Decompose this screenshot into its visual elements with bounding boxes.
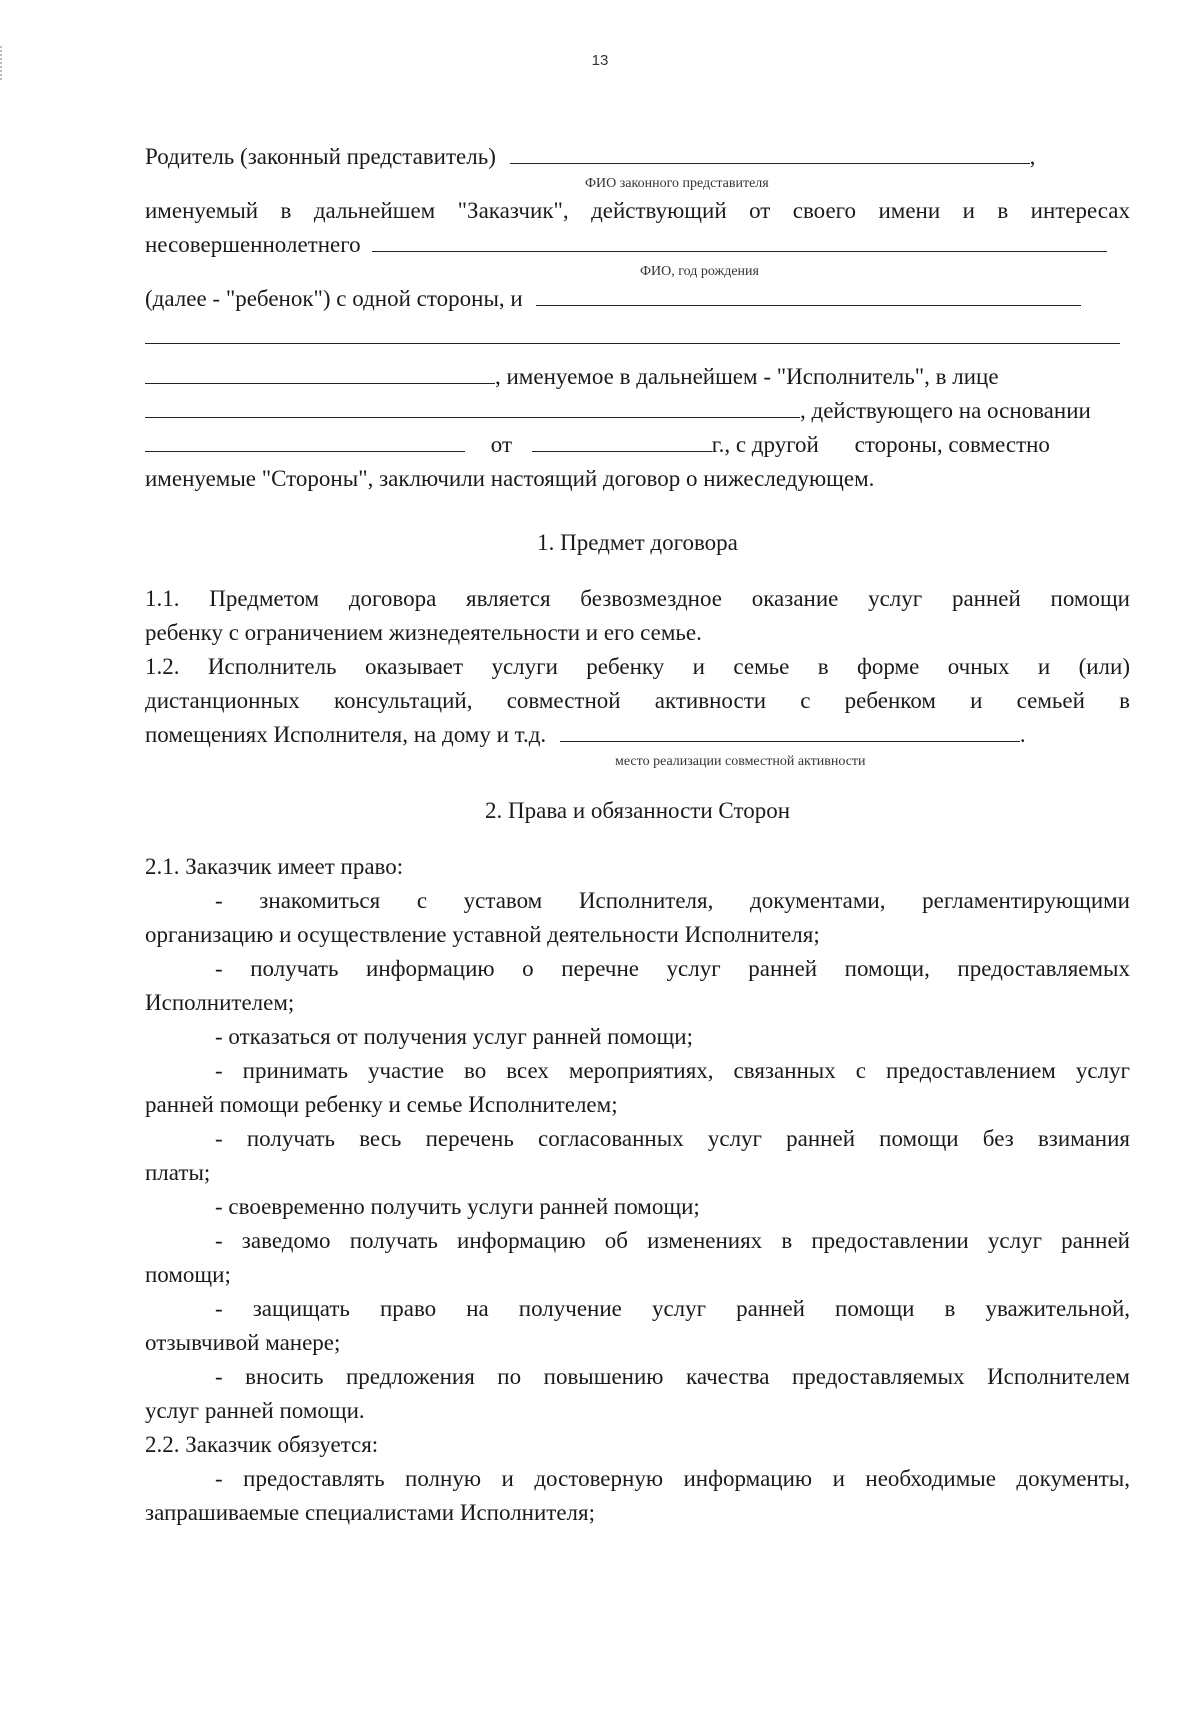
clause-1-2-trail: . xyxy=(1019,722,1026,747)
minor-name-blank xyxy=(372,229,1107,252)
document-body xyxy=(145,140,1130,1530)
customer-line: именуемый в дальнейшем "Заказчик", действующий от своего имени и в интересах xyxy=(145,198,1130,223)
executor-name-blank xyxy=(536,283,1081,306)
right-8-line-2: отзывчивой манере; xyxy=(145,1330,341,1355)
minor-caption: ФИО, год рождения xyxy=(640,264,759,279)
clause-1-2-text: помещениях Исполнителя, на дому и т.д. xyxy=(145,722,547,747)
from-text: от xyxy=(490,432,512,457)
right-8-line-1: - защищать право на получение услуг ранней помощи в уважительной, xyxy=(215,1296,1130,1321)
right-1-line-1: - знакомиться с уставом Исполнителя, документами, регламентирующими xyxy=(215,888,1130,913)
clause-1-2-line-3 xyxy=(145,718,1130,752)
right-4-line-1: - принимать участие во всех мероприятиях, связанных с предоставлением услуг xyxy=(215,1058,1130,1083)
right-2-line-2: Исполнителем; xyxy=(145,990,295,1015)
right-9-line-1: - вносить предложения по повышению качества предоставляемых Исполнителем xyxy=(215,1364,1130,1389)
parent-caption: ФИО законного представителя xyxy=(585,176,769,191)
represented-line xyxy=(145,394,1130,428)
parent-label: Родитель (законный представитель) xyxy=(145,144,496,169)
right-5-line-1: - получать весь перечень согласованных услуг ранней помощи без взимания xyxy=(215,1126,1130,1151)
right-9-line-2: услуг ранней помощи. xyxy=(145,1398,365,1423)
parent-name-blank xyxy=(510,141,1030,164)
right-7-line-1: - заведомо получать информацию об изменениях в предоставлении услуг ранней xyxy=(215,1228,1130,1253)
right-7-line-2: помощи; xyxy=(145,1262,231,1287)
parent-trail: , xyxy=(1029,144,1036,169)
basis-line xyxy=(145,428,1130,462)
executor-name-blank-2 xyxy=(145,321,1120,344)
executor-text: , именуемое в дальнейшем - "Исполнитель", в лице xyxy=(495,364,999,389)
date-blank xyxy=(532,429,712,452)
representative-blank xyxy=(145,395,800,418)
activity-place-caption: место реализации совместной активности xyxy=(615,754,866,769)
page-number: 13 xyxy=(591,52,609,69)
basis-text: , действующего на основании xyxy=(800,398,1091,423)
clause-2-2: 2.2. Заказчик обязуется: xyxy=(145,1432,379,1457)
child-line xyxy=(145,282,1130,316)
right-3: - отказаться от получения услуг ранней помощи; xyxy=(215,1024,693,1049)
basis-document-blank xyxy=(145,429,465,452)
parent-line xyxy=(145,140,1130,174)
clause-1-1-line-1: 1.1. Предметом договора является безвозмездное оказание услуг ранней помощи xyxy=(145,586,1130,611)
executor-short-blank xyxy=(145,361,495,384)
right-1-line-2: организацию и осуществление уставной деятельности Исполнителя; xyxy=(145,922,820,947)
clause-1-1-line-2: ребенку с ограничением жизнедеятельности и его семье. xyxy=(145,620,702,645)
activity-place-blank xyxy=(560,719,1020,742)
section-1-heading: 1. Предмет договора xyxy=(537,530,738,555)
executor-blank-line xyxy=(145,320,1130,354)
clause-1-2-line-1: 1.2. Исполнитель оказывает услуги ребенку и семье в форме очных и (или) xyxy=(145,654,1130,679)
clause-2-1: 2.1. Заказчик имеет право: xyxy=(145,854,404,879)
right-5-line-2: платы; xyxy=(145,1160,211,1185)
final-preamble-line: именуемые "Стороны", заключили настоящий договор о нижеследующем. xyxy=(145,466,875,491)
year-text: г., с другой xyxy=(711,432,819,457)
executor-line xyxy=(145,360,1130,394)
obligation-1-line-1: - предоставлять полную и достоверную информацию и необходимые документы, xyxy=(215,1466,1130,1491)
right-6: - своевременно получить услуги ранней помощи; xyxy=(215,1194,700,1219)
child-label: (далее - "ребенок") с одной стороны, и xyxy=(145,286,523,311)
minor-label: несовершеннолетнего xyxy=(145,232,361,257)
minor-line xyxy=(145,228,1130,262)
clause-1-2-line-2: дистанционных консультаций, совместной активности с ребенком и семьей в xyxy=(145,688,1130,713)
right-4-line-2: ранней помощи ребенку и семье Исполнителем; xyxy=(145,1092,618,1117)
section-2-heading: 2. Права и обязанности Сторон xyxy=(485,798,790,823)
other-side-text: стороны, совместно xyxy=(854,432,1050,457)
obligation-1-line-2: запрашиваемые специалистами Исполнителя; xyxy=(145,1500,595,1525)
right-2-line-1: - получать информацию о перечне услуг ранней помощи, предоставляемых xyxy=(215,956,1130,981)
